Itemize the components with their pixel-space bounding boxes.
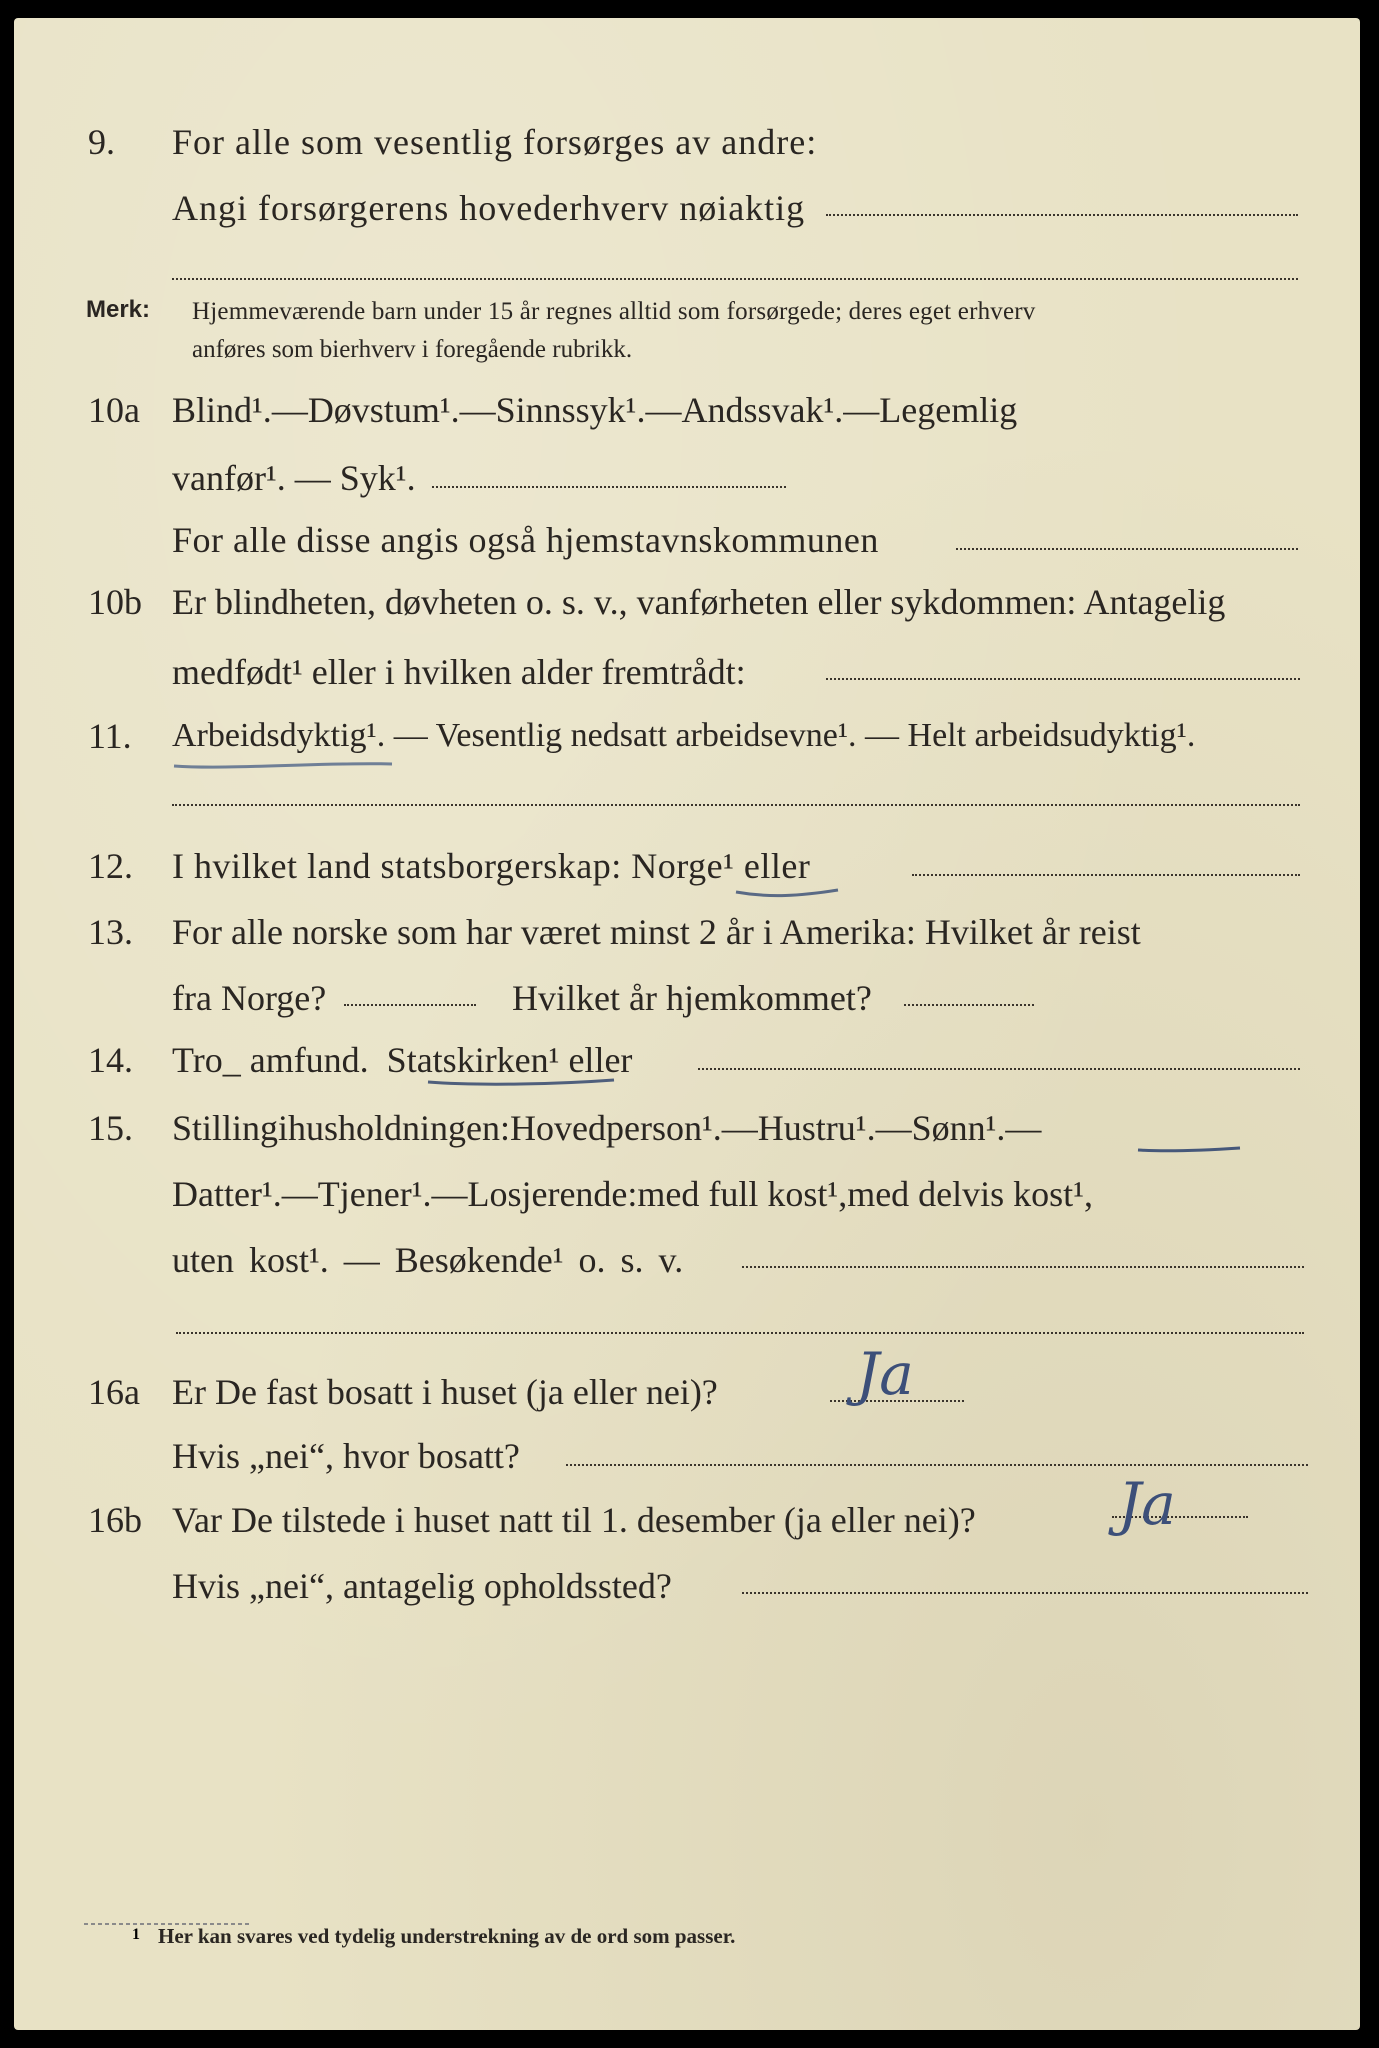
q9-number: 9.	[88, 122, 115, 162]
q15-number: 15.	[88, 1108, 133, 1148]
q15-word: i	[278, 1108, 289, 1148]
footnote-marker: 1	[132, 1926, 140, 1943]
q14-answer-line[interactable]	[698, 1068, 1300, 1070]
q10a-dash: —	[459, 390, 496, 430]
q10a-text-2: vanfør¹. — Syk¹.	[172, 458, 416, 498]
q13-text-2b: Hvilket år hjemkommet?	[512, 978, 872, 1018]
q16a-where-line[interactable]	[566, 1464, 1308, 1466]
q11-text-1: Arbeidsdyktig¹. — Vesentlig nedsatt arbeidsevne¹. — Helt arbeidsudyktig¹.	[172, 717, 1196, 754]
q11-number: 11.	[88, 716, 132, 756]
q15-word: Stilling	[172, 1108, 279, 1148]
q15-option[interactable]: Tjener¹.	[317, 1174, 432, 1214]
q15-dash: —	[721, 1108, 758, 1148]
q13-return-year-line[interactable]	[904, 1004, 1034, 1006]
q15-word: Losjerende:	[467, 1174, 638, 1214]
q15-option[interactable]: Sønn¹.	[911, 1108, 1006, 1148]
q15-text-3: uten kost¹. — Besøkende¹ o. s. v.	[172, 1240, 684, 1280]
q16a-text-1: Er De fast bosatt i huset (ja eller nei)?	[172, 1372, 718, 1412]
q9-text-2: Angi forsørgerens hovederhverv nøiaktig	[172, 188, 806, 228]
q10a-option[interactable]: Døvstum¹.	[307, 390, 460, 430]
q10b-text-2: medfødt¹ eller i hvilken alder fremtrådt:	[172, 652, 746, 692]
q15-option[interactable]: Hustru¹.	[757, 1108, 876, 1148]
q16a-number: 16a	[88, 1372, 140, 1412]
q15-dash: —	[281, 1174, 318, 1214]
q10b-number: 10b	[88, 582, 142, 622]
q15-dash: —	[1005, 1108, 1042, 1148]
q15-dash: —	[875, 1108, 912, 1148]
q10a-option[interactable]: Legemlig	[879, 390, 1018, 430]
q10a-option[interactable]: Andssvak¹.	[681, 390, 844, 430]
q15-option[interactable]: med full kost¹,	[637, 1174, 848, 1214]
q12-answer-line[interactable]	[912, 874, 1300, 876]
merk-text-2: anføres som bierhverv i foregående rubrikk.	[192, 336, 633, 363]
q15-option[interactable]: Hovedperson¹.	[510, 1108, 722, 1148]
q15-option[interactable]: Datter¹.	[172, 1174, 282, 1214]
q11-answer-line[interactable]	[172, 804, 1300, 806]
q15-answer-line[interactable]	[742, 1266, 1304, 1268]
q9-answer-line-2[interactable]	[172, 278, 1298, 280]
q10a-hometown-line[interactable]	[956, 548, 1298, 550]
merk-text-1: Hjemmeværende barn under 15 år regnes alltid som forsørgede; deres eget erhverv	[192, 298, 1036, 325]
q10b-text-1: Er blindheten, døvheten o. s. v., vanførheten eller sykdommen: Antagelig	[172, 582, 1226, 622]
q14-number: 14.	[88, 1040, 133, 1080]
q13-text-2a: fra Norge?	[172, 978, 327, 1018]
merk-label: Merk:	[86, 296, 151, 323]
q16a-handwritten-answer: Ja	[856, 1340, 914, 1408]
q10a-text-3: For alle disse angis også hjemstavnskommunen	[172, 520, 879, 560]
footnote-text: Her kan svares ved tydelig understrekning av de ord som passer.	[158, 1924, 736, 1948]
q16b-text-2: Hvis „nei“, antagelig opholdssted?	[172, 1566, 672, 1606]
q12-number: 12.	[88, 846, 133, 886]
q10a-answer-line[interactable]	[432, 486, 786, 488]
q10a-option[interactable]: Blind¹.	[172, 390, 272, 430]
q16b-stay-line[interactable]	[742, 1592, 1308, 1594]
q15-option[interactable]: med delvis kost¹,	[847, 1174, 1093, 1214]
q12-text-1: I hvilket land statsborgerskap: Norge¹ eller	[172, 846, 811, 886]
q16b-handwritten-answer: Ja	[1118, 1470, 1176, 1538]
q10a-option[interactable]: Sinnssyk¹.	[495, 390, 646, 430]
q16a-text-2: Hvis „nei“, hvor bosatt?	[172, 1436, 520, 1476]
q15-dash: —	[431, 1174, 468, 1214]
q10a-dash: —	[645, 390, 682, 430]
q13-text-1: For alle norske som har været minst 2 år i Amerika: Hvilket år reist	[172, 912, 1141, 952]
q10a-dash: —	[843, 390, 880, 430]
q14-text-1: Tro_ amfund. Statskirken¹ eller	[172, 1040, 633, 1080]
q15-answer-line-2[interactable]	[176, 1332, 1304, 1334]
q13-number: 13.	[88, 912, 133, 952]
q9-answer-line[interactable]	[826, 214, 1298, 216]
q16b-text-1: Var De tilstede i huset natt til 1. desember (ja eller nei)?	[172, 1500, 976, 1540]
q10b-answer-line[interactable]	[826, 678, 1300, 680]
q10a-number: 10a	[88, 390, 140, 430]
q16b-number: 16b	[88, 1500, 142, 1540]
q15-word: husholdningen:	[288, 1108, 511, 1148]
q9-text-1: For alle som vesentlig forsørges av andre:	[172, 122, 818, 162]
q10a-dash: —	[271, 390, 308, 430]
q13-left-year-line[interactable]	[344, 1004, 476, 1006]
